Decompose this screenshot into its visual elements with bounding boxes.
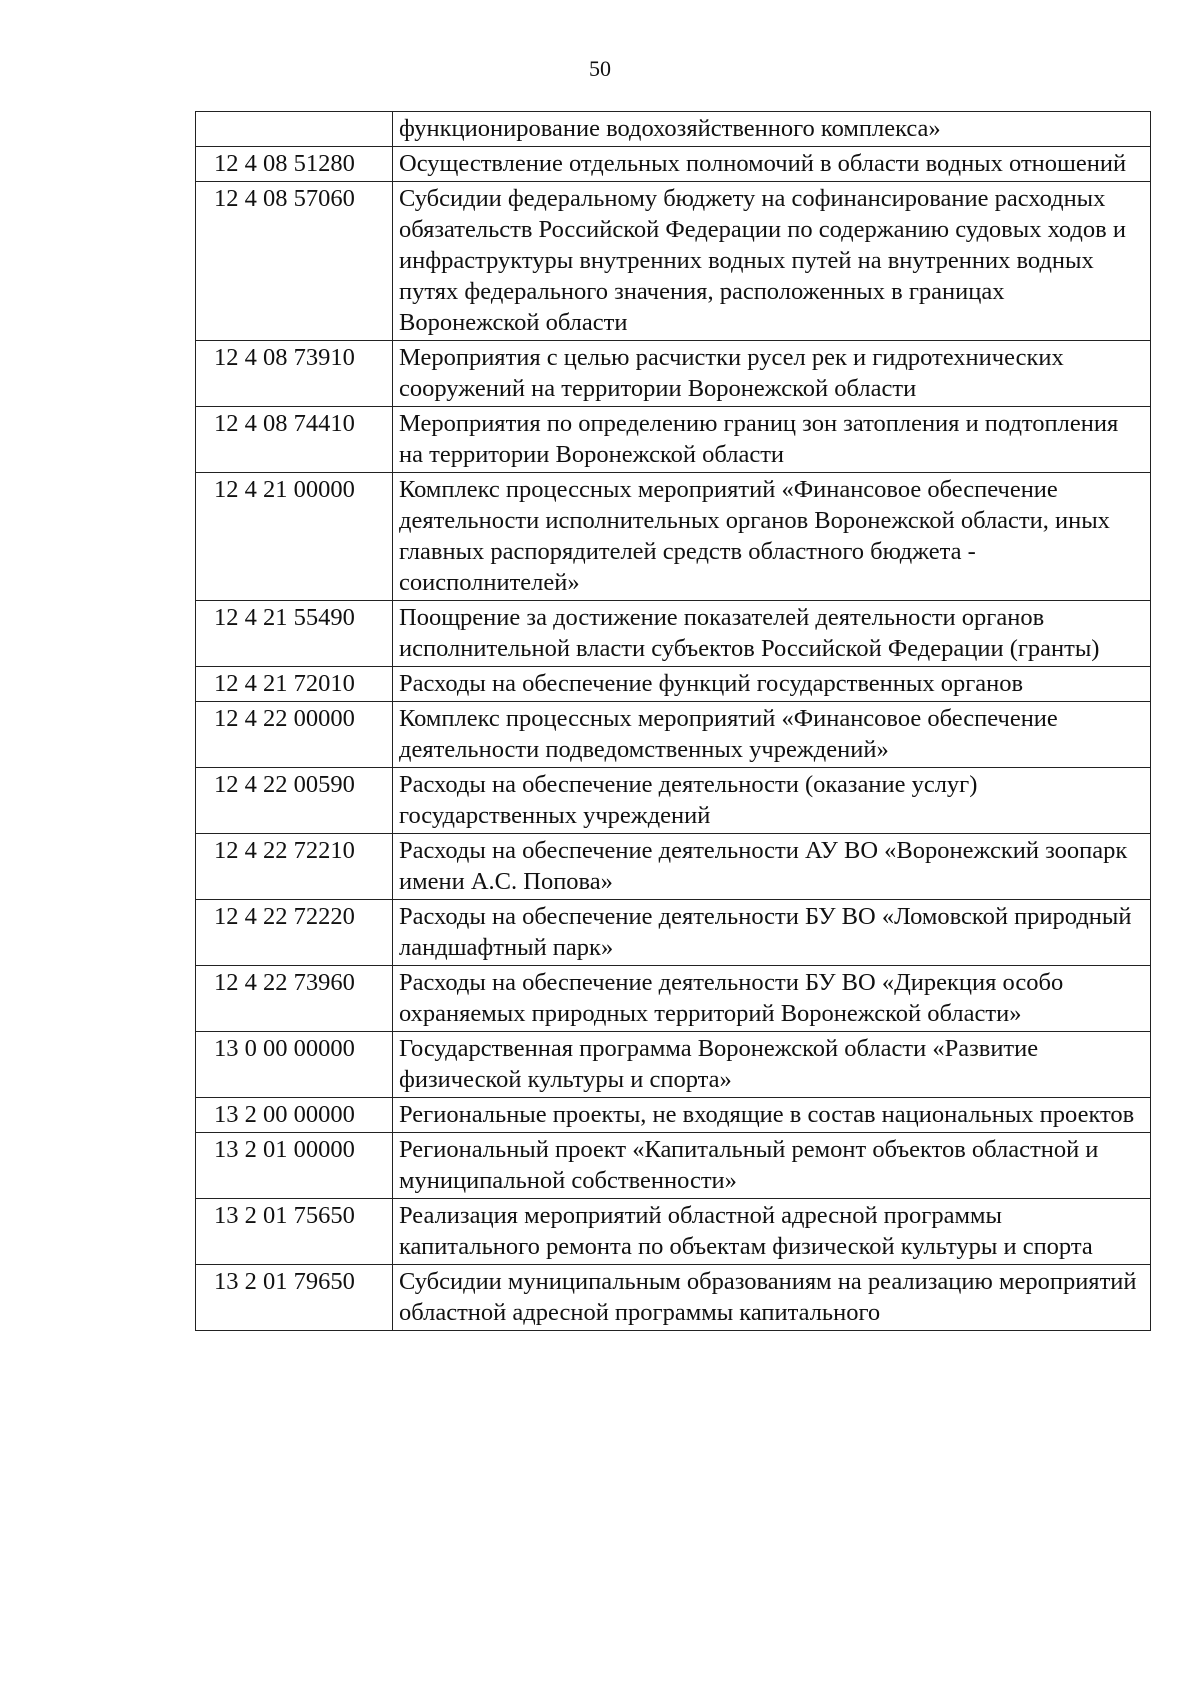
table-row (196, 601, 1151, 667)
description-cell: функционирование водохозяйственного комплекса» (393, 112, 1151, 147)
description-cell: Мероприятия с целью расчистки русел рек и гидротехнических сооружений на территории Воронежской области (393, 341, 1151, 407)
code-cell: 12 4 21 00000 (196, 473, 393, 601)
table-row (196, 147, 1151, 182)
code-cell: 13 2 01 75650 (196, 1199, 393, 1265)
code-cell: 12 4 08 74410 (196, 407, 393, 473)
description-cell: Комплекс процессных мероприятий «Финансовое обеспечение деятельности подведомственных учреждений» (393, 702, 1151, 768)
table-row (196, 1199, 1151, 1265)
table-row (196, 473, 1151, 601)
table-row (196, 768, 1151, 834)
table-row (196, 1265, 1151, 1331)
code-cell: 13 2 01 00000 (196, 1133, 393, 1199)
description-cell: Субсидии федеральному бюджету на софинансирование расходных обязательств Российской Федерации по содержанию судовых ходов и инфраструктуры внутренних водных путей на внутренних водных путях федерального значения, расположенных в границах Воронежской области (393, 182, 1151, 341)
code-cell: 12 4 22 00000 (196, 702, 393, 768)
description-cell: Комплекс процессных мероприятий «Финансовое обеспечение деятельности исполнительных органов Воронежской области, иных главных распорядителей средств областного бюджета - соисполнителей» (393, 473, 1151, 601)
code-cell: 12 4 08 51280 (196, 147, 393, 182)
code-cell: 12 4 22 72220 (196, 900, 393, 966)
table-row (196, 1032, 1151, 1098)
description-cell: Расходы на обеспечение функций государственных органов (393, 667, 1151, 702)
code-cell: 12 4 21 72010 (196, 667, 393, 702)
description-cell: Государственная программа Воронежской области «Развитие физической культуры и спорта» (393, 1032, 1151, 1098)
table-row (196, 702, 1151, 768)
code-cell: 12 4 22 72210 (196, 834, 393, 900)
table-row (196, 834, 1151, 900)
table-row (196, 182, 1151, 341)
description-cell: Поощрение за достижение показателей деятельности органов исполнительной власти субъектов Российской Федерации (гранты) (393, 601, 1151, 667)
table-row (196, 1133, 1151, 1199)
description-cell: Субсидии муниципальным образованиям на реализацию мероприятий областной адресной программы капитального (393, 1265, 1151, 1331)
description-cell: Расходы на обеспечение деятельности БУ ВО «Ломовской природный ландшафтный парк» (393, 900, 1151, 966)
code-cell: 13 0 00 00000 (196, 1032, 393, 1098)
description-cell: Расходы на обеспечение деятельности (оказание услуг) государственных учреждений (393, 768, 1151, 834)
code-cell: 12 4 22 73960 (196, 966, 393, 1032)
description-cell: Региональный проект «Капитальный ремонт объектов областной и муниципальной собственности» (393, 1133, 1151, 1199)
table-row (196, 407, 1151, 473)
table-row (196, 667, 1151, 702)
description-cell: Реализация мероприятий областной адресной программы капитального ремонта по объектам физической культуры и спорта (393, 1199, 1151, 1265)
table-row (196, 112, 1151, 147)
code-cell: 12 4 08 73910 (196, 341, 393, 407)
table-row (196, 341, 1151, 407)
description-cell: Региональные проекты, не входящие в состав национальных проектов (393, 1098, 1151, 1133)
description-cell: Расходы на обеспечение деятельности АУ ВО «Воронежский зоопарк имени А.С. Попова» (393, 834, 1151, 900)
table-row (196, 1098, 1151, 1133)
page-number: 50 (589, 56, 611, 81)
code-cell: 12 4 22 00590 (196, 768, 393, 834)
code-cell: 12 4 08 57060 (196, 182, 393, 341)
description-cell: Расходы на обеспечение деятельности БУ ВО «Дирекция особо охраняемых природных территорий Воронежской области» (393, 966, 1151, 1032)
code-cell: 13 2 01 79650 (196, 1265, 393, 1331)
description-cell: Осуществление отдельных полномочий в области водных отношений (393, 147, 1151, 182)
code-cell: 13 2 00 00000 (196, 1098, 393, 1133)
code-cell (196, 112, 393, 147)
table-row (196, 966, 1151, 1032)
budget-classification-table (195, 111, 1151, 1331)
table-row (196, 900, 1151, 966)
description-cell: Мероприятия по определению границ зон затопления и подтопления на территории Воронежской области (393, 407, 1151, 473)
code-cell: 12 4 21 55490 (196, 601, 393, 667)
